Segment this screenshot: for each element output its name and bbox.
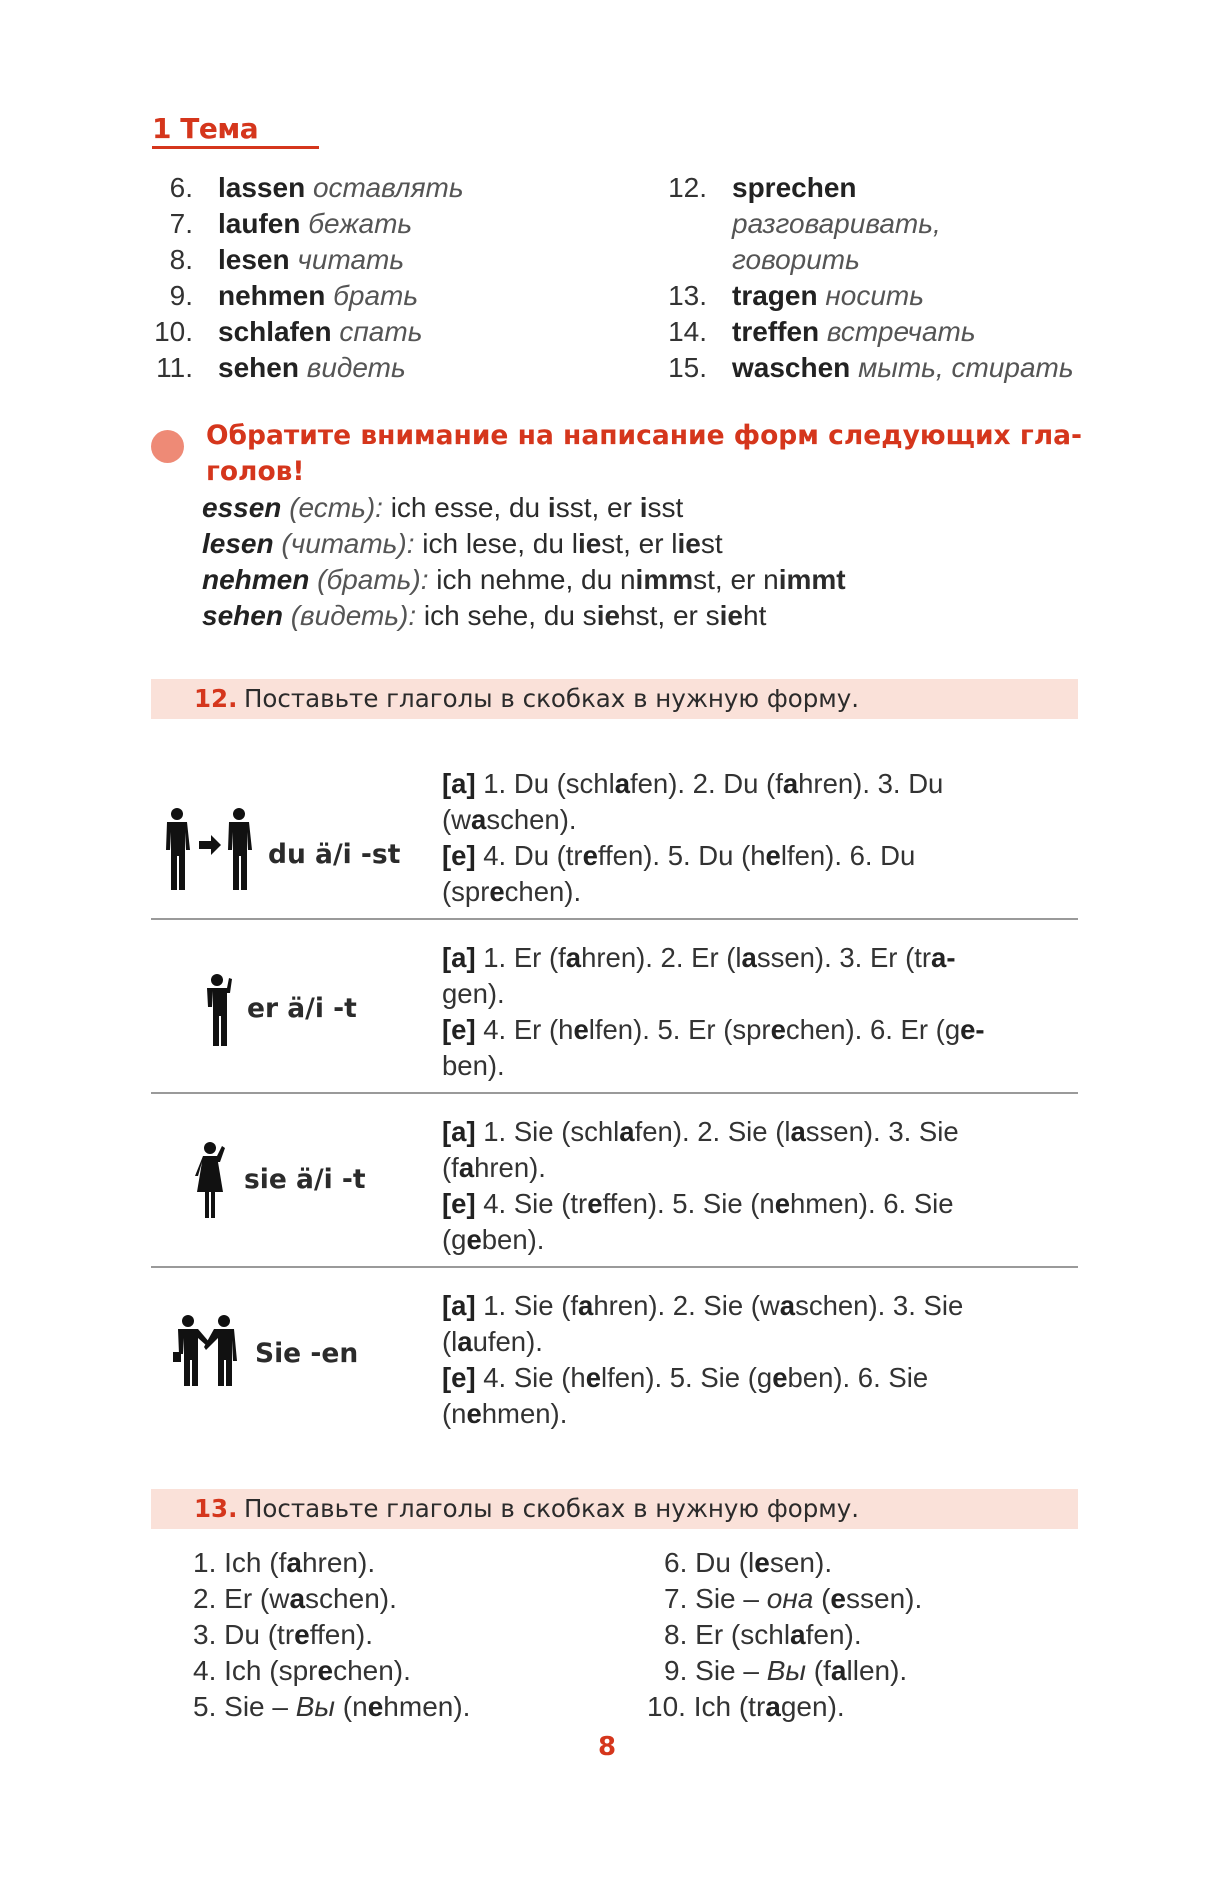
handshake-icon [173, 1314, 239, 1390]
vocab-list-left [131, 170, 464, 386]
conjugation-exercise-text: [a] 1. Du (schlafen). 2. Du (fahren). 3. Du (waschen). [e] 4. Du (treffen). 5. Du (helfen). 6. Du (sprechen). [442, 768, 944, 907]
exercise-instruction: Поставьте глаголы в скобках в нужную форму. [244, 1494, 860, 1523]
vocab-item: 6. lassen оставлять [169, 172, 464, 203]
two-people-arrow-icon [157, 807, 257, 892]
vocab-item: 10. schlafen спать [154, 316, 423, 347]
vocab-item-continuation: говорить [732, 244, 860, 275]
note-example: nehmen (брать): ich nehme, du nimmst, er nimmt [202, 564, 846, 595]
list-item: 5. Sie – Вы (nehmen). [193, 1691, 471, 1722]
chapter-title-underline [152, 146, 319, 149]
list-item: 3. Du (treffen). [193, 1619, 374, 1650]
vocab-item-continuation: разговаривать, [732, 208, 941, 239]
conjugation-label: er ä/i -t [247, 993, 357, 1024]
list-item: 7. Sie – она (essen). [664, 1583, 923, 1614]
attention-dot-icon [151, 430, 184, 463]
exercise-number: 12. [194, 684, 238, 713]
vocab-item: 11. sehen видеть [156, 352, 406, 383]
exercise-13-list-left [193, 1545, 470, 1725]
note-example: essen (есть): ich esse, du isst, er isst [202, 492, 684, 523]
exercise-13-list-right [647, 1545, 922, 1725]
vocab-item: 13. tragen носить [668, 280, 924, 311]
conjugation-exercise-text: [a] 1. Er (fahren). 2. Er (lassen). 3. Er (tra- gen). [e] 4. Er (helfen). 5. Er (sprechen). 6. Er (ge- ben). [442, 942, 985, 1081]
man-icon [203, 973, 233, 1048]
woman-icon [193, 1140, 227, 1220]
vocab-item: 9. nehmen брать [169, 280, 419, 311]
list-item: 6. Du (lesen). [664, 1547, 833, 1578]
note-example: lesen (читать): ich lese, du liest, er liest [202, 528, 723, 559]
exercise-12-banner [151, 679, 1078, 719]
vocab-item: 7. laufen бежать [169, 208, 413, 239]
list-item: 4. Ich (sprechen). [193, 1655, 411, 1686]
conjugation-label: du ä/i -st [268, 839, 401, 870]
exercise-number: 13. [194, 1494, 238, 1523]
note-heading: Обратите внимание на написание форм следующих гла- голов! [206, 420, 1082, 487]
exercise-instruction: Поставьте глаголы в скобках в нужную форму. [244, 684, 860, 713]
chapter-title: 1 Тема [152, 112, 259, 145]
conjugation-label: sie ä/i -t [244, 1164, 366, 1195]
vocab-item: 15. waschen мыть, стирать [668, 352, 1074, 383]
table-divider [151, 918, 1078, 920]
vocab-item: 8. lesen читать [169, 244, 405, 275]
list-item: 2. Er (waschen). [193, 1583, 397, 1614]
conjugation-label: Sie -en [255, 1338, 359, 1369]
note-example: sehen (видеть): ich sehe, du siehst, er sieht [202, 600, 767, 631]
list-item: 1. Ich (fahren). [193, 1547, 376, 1578]
vocab-item: 12. sprechen [668, 172, 857, 203]
list-item: 10. Ich (tragen). [647, 1691, 845, 1722]
conjugation-exercise-text: [a] 1. Sie (fahren). 2. Sie (waschen). 3. Sie (laufen). [e] 4. Sie (helfen). 5. Sie (geben). 6. Sie (nehmen). [442, 1290, 964, 1429]
list-item: 9. Sie – Вы (fallen). [664, 1655, 908, 1686]
exercise-13-banner [151, 1489, 1078, 1529]
list-item: 8. Er (schlafen). [664, 1619, 862, 1650]
conjugation-exercise-text: [a] 1. Sie (schlafen). 2. Sie (lassen). 3. Sie (fahren). [e] 4. Sie (treffen). 5. Sie (nehmen). 6. Sie (geben). [442, 1116, 959, 1255]
page-number: 8 [597, 1732, 617, 1762]
table-divider [151, 1092, 1078, 1094]
vocab-item: 14. treffen встречать [668, 316, 976, 347]
table-divider [151, 1266, 1078, 1268]
vocab-list-right [645, 170, 1074, 386]
